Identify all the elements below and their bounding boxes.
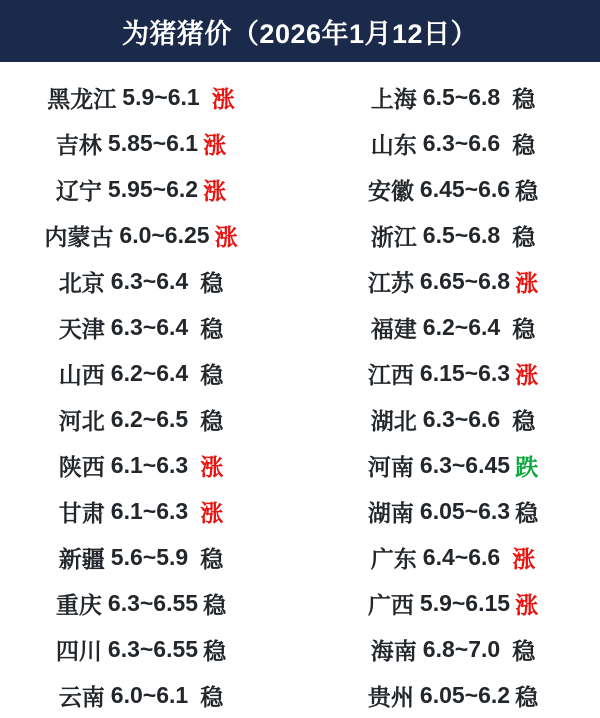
price-range: 6.05~6.3 bbox=[419, 497, 511, 524]
price-range: 5.9~6.1 bbox=[122, 83, 200, 110]
price-row bbox=[0, 74, 300, 120]
price-row bbox=[300, 212, 600, 258]
price-range: 6.65~6.8 bbox=[419, 267, 511, 294]
price-range: 5.95~6.2 bbox=[107, 175, 199, 202]
region-label: 天津 bbox=[58, 315, 105, 342]
price-row bbox=[300, 488, 600, 534]
price-row bbox=[0, 304, 300, 350]
region-label: 重庆 bbox=[55, 591, 102, 618]
price-row bbox=[300, 166, 600, 212]
trend-badge: 涨 bbox=[214, 223, 238, 250]
price-range: 6.1~6.3 bbox=[110, 451, 189, 478]
trend-badge: 稳 bbox=[515, 499, 539, 526]
trend-badge: 涨 bbox=[515, 361, 539, 388]
price-range: 5.6~5.9 bbox=[110, 543, 189, 570]
trend-badge: 稳 bbox=[512, 85, 536, 112]
trend-badge: 稳 bbox=[203, 591, 227, 618]
price-range: 6.3~6.55 bbox=[107, 635, 199, 662]
region-label: 四川 bbox=[55, 637, 102, 664]
region-label: 河南 bbox=[367, 453, 414, 480]
trend-badge: 稳 bbox=[203, 637, 227, 664]
trend-badge: 稳 bbox=[512, 315, 536, 342]
price-row bbox=[0, 580, 300, 626]
region-label: 内蒙古 bbox=[44, 223, 114, 250]
region-label: 新疆 bbox=[58, 545, 105, 572]
price-range: 5.85~6.1 bbox=[107, 129, 199, 156]
price-range: 6.45~6.6 bbox=[419, 175, 511, 202]
region-label: 浙江 bbox=[370, 223, 417, 250]
price-range: 6.3~6.4 bbox=[110, 313, 189, 340]
region-label: 海南 bbox=[370, 637, 417, 664]
region-label: 湖南 bbox=[367, 499, 414, 526]
trend-badge: 涨 bbox=[200, 453, 224, 480]
trend-badge: 涨 bbox=[512, 545, 536, 572]
trend-badge: 稳 bbox=[200, 407, 224, 434]
price-row bbox=[0, 672, 300, 718]
trend-badge: 涨 bbox=[211, 85, 235, 112]
trend-badge: 稳 bbox=[200, 545, 224, 572]
price-range: 6.2~6.5 bbox=[110, 405, 189, 432]
trend-badge: 稳 bbox=[200, 269, 224, 296]
price-range: 6.15~6.3 bbox=[419, 359, 511, 386]
price-range: 6.3~6.6 bbox=[422, 405, 501, 432]
trend-badge: 稳 bbox=[512, 131, 536, 158]
price-row bbox=[300, 534, 600, 580]
region-label: 广西 bbox=[367, 591, 414, 618]
trend-badge: 稳 bbox=[200, 361, 224, 388]
region-label: 湖北 bbox=[370, 407, 417, 434]
trend-badge: 稳 bbox=[200, 315, 224, 342]
price-range: 6.2~6.4 bbox=[422, 313, 501, 340]
price-row bbox=[0, 258, 300, 304]
price-range: 6.0~6.1 bbox=[110, 681, 189, 708]
left-price-column bbox=[0, 74, 300, 718]
region-label: 江苏 bbox=[367, 269, 414, 296]
price-row bbox=[300, 580, 600, 626]
region-label: 山西 bbox=[58, 361, 105, 388]
trend-badge: 涨 bbox=[200, 499, 224, 526]
price-row bbox=[0, 534, 300, 580]
price-row bbox=[300, 120, 600, 166]
price-row bbox=[0, 166, 300, 212]
price-row bbox=[300, 304, 600, 350]
region-label: 陕西 bbox=[58, 453, 105, 480]
page-title: 为猪猪价（2026年1月12日） bbox=[121, 18, 479, 49]
price-range: 6.2~6.4 bbox=[110, 359, 189, 386]
price-row bbox=[300, 74, 600, 120]
right-price-column bbox=[300, 74, 600, 718]
price-row bbox=[0, 120, 300, 166]
region-label: 贵州 bbox=[367, 683, 414, 710]
price-row bbox=[0, 212, 300, 258]
price-range: 6.8~7.0 bbox=[422, 635, 501, 662]
page-header bbox=[0, 0, 600, 62]
region-label: 吉林 bbox=[55, 131, 102, 158]
price-range: 6.3~6.45 bbox=[419, 451, 511, 478]
region-label: 山东 bbox=[370, 131, 417, 158]
trend-badge: 涨 bbox=[515, 591, 539, 618]
trend-badge: 涨 bbox=[515, 269, 539, 296]
trend-badge: 涨 bbox=[203, 177, 227, 204]
price-range: 6.05~6.2 bbox=[419, 681, 511, 708]
trend-badge: 稳 bbox=[512, 223, 536, 250]
price-row bbox=[0, 396, 300, 442]
region-label: 福建 bbox=[370, 315, 417, 342]
trend-badge: 稳 bbox=[515, 683, 539, 710]
price-range: 6.4~6.6 bbox=[422, 543, 501, 570]
price-row bbox=[300, 672, 600, 718]
region-label: 江西 bbox=[367, 361, 414, 388]
region-label: 甘肃 bbox=[58, 499, 105, 526]
price-row bbox=[0, 442, 300, 488]
region-label: 北京 bbox=[58, 269, 105, 296]
trend-badge: 稳 bbox=[200, 683, 224, 710]
price-range: 5.9~6.15 bbox=[419, 589, 511, 616]
price-row bbox=[300, 350, 600, 396]
price-range: 6.3~6.4 bbox=[110, 267, 189, 294]
trend-badge: 稳 bbox=[512, 407, 536, 434]
price-row bbox=[0, 350, 300, 396]
region-label: 安徽 bbox=[367, 177, 414, 204]
price-row bbox=[300, 442, 600, 488]
trend-badge: 涨 bbox=[203, 131, 227, 158]
trend-badge: 跌 bbox=[515, 453, 539, 480]
region-label: 上海 bbox=[370, 85, 417, 112]
region-label: 黑龙江 bbox=[47, 85, 117, 112]
price-range: 6.0~6.25 bbox=[119, 221, 210, 248]
price-range: 6.5~6.8 bbox=[422, 83, 501, 110]
price-row bbox=[0, 626, 300, 672]
region-label: 广东 bbox=[370, 545, 417, 572]
price-range: 6.5~6.8 bbox=[422, 221, 501, 248]
price-columns bbox=[0, 62, 600, 718]
price-range: 6.3~6.55 bbox=[107, 589, 199, 616]
trend-badge: 稳 bbox=[515, 177, 539, 204]
price-row bbox=[300, 396, 600, 442]
region-label: 河北 bbox=[58, 407, 105, 434]
price-range: 6.1~6.3 bbox=[110, 497, 189, 524]
price-row bbox=[300, 626, 600, 672]
trend-badge: 稳 bbox=[512, 637, 536, 664]
region-label: 云南 bbox=[58, 683, 105, 710]
price-row bbox=[0, 488, 300, 534]
price-range: 6.3~6.6 bbox=[422, 129, 501, 156]
price-row bbox=[300, 258, 600, 304]
region-label: 辽宁 bbox=[55, 177, 102, 204]
